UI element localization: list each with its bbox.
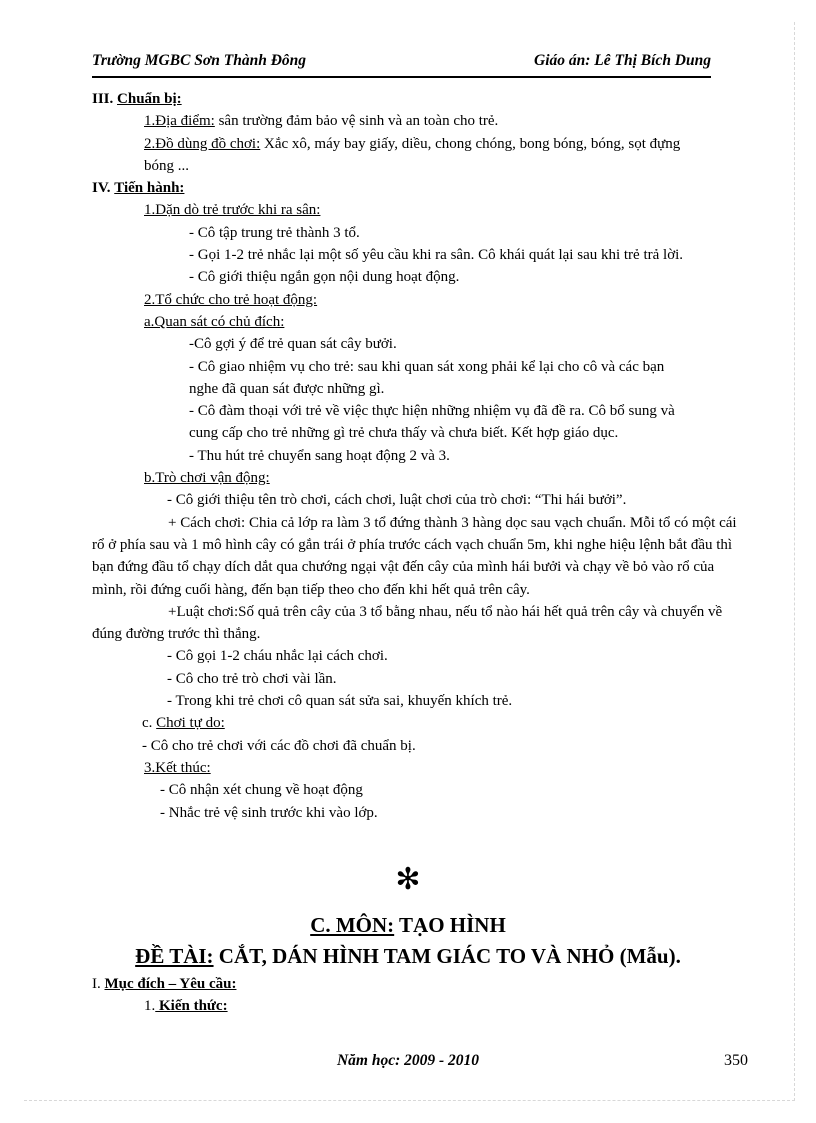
sub-1-title: 1.Dặn dò trẻ trước khi ra sân:: [144, 202, 321, 219]
section-3-number: III.: [92, 91, 114, 107]
section-4-number: IV.: [92, 180, 111, 197]
closing-item: - Cô nhận xét chung về hoạt động: [160, 782, 363, 799]
sub-1-item: - Cô tập trung trẻ thành 3 tổ.: [189, 224, 360, 241]
sub-2a-item: - Cô giao nhiệm vụ cho trẻ: sau khi quan sát xong phải kể lại cho cô và các bạn: [189, 358, 665, 375]
section-3-heading: [92, 88, 752, 110]
sub-2a-item: -Cô gợi ý để trẻ quan sát cây bưởi.: [189, 336, 397, 353]
closing-item: - Nhắc trẻ vệ sinh trước khi vào lớp.: [160, 804, 378, 821]
game-item: - Trong khi trẻ chơi cô quan sát sửa sai, khuyến khích trẻ.: [167, 693, 513, 710]
asterisk-divider-icon: ✻: [395, 862, 421, 897]
footer-school-year: Năm học: 2009 - 2010: [336, 1052, 480, 1069]
page-number: 350: [724, 1052, 748, 1069]
subject-title: C. MÔN: TẠO HÌNH: [310, 913, 506, 937]
page-header: [92, 52, 711, 78]
sub-2b-title: b.Trò chơi vận động:: [144, 470, 270, 487]
teacher-name: Giáo án: Lê Thị Bích Dung: [534, 52, 711, 69]
prep-materials-cont: bóng ...: [144, 157, 189, 174]
game-how-to-play: + Cách chơi: Chia cả lớp ra làm 3 tổ đứng thành 3 hàng dọc sau vạch chuẩn. Mỗi tổ có một cái rổ ở phía sau và 1 mô hình cây có gắn trái ở phía trước cách vạch chuẩn 5m, khi nghe hiệu lệnh bắt đầu thì bạn đứng đầu tổ chạy dích dắt qua chướng ngại vật đến cây của mình hái bưởi và chạy về bỏ vào rổ của mình, rồi đứng cuối hàng, đến bạn tiếp theo cho đến khi hết quả trên cây.: [92, 514, 737, 598]
game-rules: +Luật chơi:Số quả trên cây của 3 tổ bằng nhau, nếu tổ nào hái hết quả trên cây và chuyển về đúng đường trước thì thắng.: [92, 603, 723, 643]
lesson-body: [92, 88, 752, 824]
prep-location-label: 1.Địa điểm:: [144, 113, 215, 130]
prep-materials-label: 2.Đồ dùng đồ chơi:: [144, 135, 261, 152]
prep-materials-text: Xắc xô, máy bay giấy, diều, chong chóng, bong bóng, bóng, sọt đựng: [260, 135, 681, 152]
section-4-title: Tiến hành:: [114, 180, 185, 197]
sub-1-item: - Cô giới thiệu ngắn gọn nội dung hoạt động.: [189, 269, 460, 286]
sub-2a-item: - Thu hút trẻ chuyển sang hoạt động 2 và 3.: [189, 447, 450, 464]
sub-2a-item: - Cô đàm thoại với trẻ về việc thực hiện những nhiệm vụ đã đề ra. Cô bổ sung và: [189, 403, 675, 420]
game-item: - Cô gọi 1-2 cháu nhắc lại cách chơi.: [167, 648, 388, 665]
prep-location-text: sân trường đảm bảo vệ sinh và an toàn cho trẻ.: [214, 113, 499, 130]
sub-2a-title: a.Quan sát có chủ đích:: [144, 313, 285, 330]
topic-title: ĐỀ TÀI: CẮT, DÁN HÌNH TAM GIÁC TO VÀ NHỎ (Mẫu).: [135, 944, 681, 968]
school-name: Trường MGBC Sơn Thành Đông: [92, 52, 307, 69]
sub-2c-title: c. Chơi tự do:: [142, 715, 225, 732]
next-section-heading: I. Mục đích – Yêu cầu:: [92, 976, 237, 992]
game-item: - Cô cho trẻ trò chơi vài lần.: [167, 670, 337, 687]
sub-2a-item: cung cấp cho trẻ những gì trẻ chưa thấy và chưa biết. Kết hợp giáo dục.: [189, 425, 619, 442]
game-intro: - Cô giới thiệu tên trò chơi, cách chơi, luật chơi của trò chơi: “Thi hái bưởi”.: [167, 492, 627, 509]
prep-location: [92, 110, 752, 132]
sub-2-title: 2.Tổ chức cho trẻ hoạt động:: [144, 291, 318, 308]
section-4-heading: [92, 177, 752, 199]
next-sub-heading: 1. Kiến thức:: [144, 998, 228, 1015]
sub-3-title: 3.Kết thúc:: [144, 759, 211, 776]
sub-2a-item: nghe đã quan sát được những gì.: [189, 380, 385, 397]
next-section: [92, 973, 236, 1018]
section-3-title: Chuẩn bị:: [117, 91, 182, 107]
prep-materials: [92, 133, 752, 155]
sub-1-item: - Gọi 1-2 trẻ nhắc lại một số yêu cầu khi ra sân. Cô khái quát lại sau khi trẻ trả lời.: [189, 247, 684, 264]
free-play-item: - Cô cho trẻ chơi với các đồ chơi đã chuẩn bị.: [142, 737, 416, 754]
